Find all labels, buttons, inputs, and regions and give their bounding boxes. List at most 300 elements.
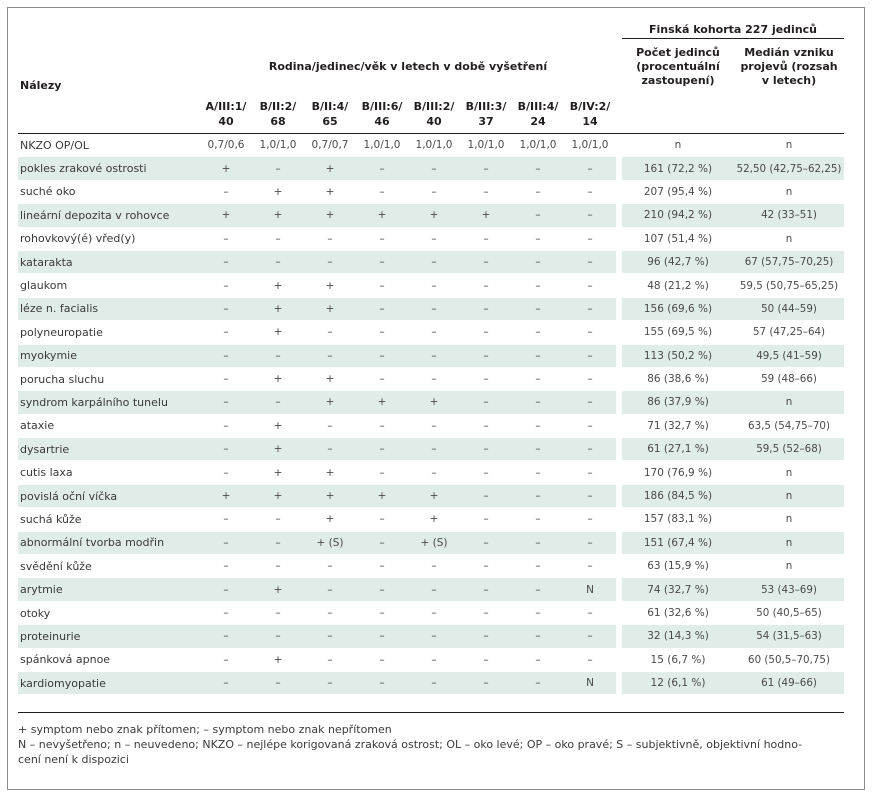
patient-value-cell: – [587,373,593,386]
patient-value-cell: + [325,185,335,198]
patient-value-cell: – [252,391,304,414]
table-row [18,297,844,320]
patient-value-cell: – [431,466,437,479]
patient-value-cell: – [431,185,437,198]
patient-value-cell: 1,0/1,0 [415,139,453,152]
finding-label: spánková apnoe [20,653,111,667]
cohort-median-cell: n [785,560,793,573]
patient-column-header: B/III:6/ 46 [356,95,408,134]
patient-value-cell: + [356,484,408,507]
patient-value-cell: – [460,578,512,601]
table-row [18,274,844,297]
finding-label: léze n. facialis [18,297,200,320]
patient-value-cell: – [379,466,385,479]
cohort-median-cell: 57 (47,25–64) [752,326,826,339]
table-row [18,344,844,367]
patient-column-header: B/II:4/ 65 [304,95,356,134]
patient-value-cell: + [304,391,356,414]
cohort-median-cell: 59,5 (50,75–65,25) [739,279,839,292]
cohort-median-cell: n [785,513,793,526]
patient-column-header: B/III:2/ 40 [408,95,460,134]
patient-value-cell: – [587,653,593,666]
patient-value-cell: + (S) [408,531,460,554]
table-row [18,648,844,671]
finding-label: lineární depozita v rohovce [18,204,200,227]
patient-value-cell: – [304,625,356,648]
patient-value-cell: – [304,344,356,367]
patient-value-cell: – [460,250,512,273]
patient-value-cell: – [483,607,489,619]
table-row [18,367,844,390]
patient-value-cell: – [564,157,616,180]
patient-value-cell: – [200,578,252,601]
finding-label: cutis laxa [20,466,73,480]
patient-value-cell: 0,7/0,6 [207,139,245,152]
cohort-median-cell: 63,5 (54,75–70) [748,419,830,432]
table-row [18,321,844,344]
patient-value-cell: – [200,625,252,648]
patient-value-cell: – [223,653,229,666]
patient-value-cell: + [325,279,335,292]
table-row [18,578,844,601]
patient-value-cell: – [564,391,616,414]
patient-value-cell: + [460,204,512,227]
cohort-median-cell: n [734,391,844,414]
patient-value-cell: – [356,625,408,648]
cohort-count-cell: 210 (94,2 %) [622,204,734,227]
table-row [18,555,844,578]
patient-value-cell: – [512,438,564,461]
patient-value-cell: – [379,373,385,386]
patient-value-cell: – [512,484,564,507]
patient-value-cell: – [304,578,356,601]
patient-value-cell: 1,0/1,0 [259,139,297,152]
table-row [18,134,844,157]
patient-value-cell: – [564,250,616,273]
finding-label: polyneuropatie [20,325,103,339]
table-row [18,484,844,507]
patient-value-cell: – [431,560,437,573]
cohort-count-cell: 157 (83,1 %) [643,513,713,526]
cohort-count-cell: 155 (69,5 %) [643,326,713,339]
patient-value-cell: – [564,531,616,554]
patient-value-cell: – [512,204,564,227]
finding-label: svědění kůže [20,559,92,573]
patient-value-cell: – [356,578,408,601]
patient-value-cell: – [483,513,489,526]
patient-value-cell: – [252,157,304,180]
patient-value-cell: + [325,373,335,386]
patient-value-cell: 1,0/1,0 [519,139,557,152]
header-spacer [200,18,616,39]
table-row [18,671,844,694]
patient-value-cell: + [325,513,335,526]
table-row [18,438,844,461]
patient-value-cell: N [564,578,616,601]
patient-column-header: B/IV:2/ 14 [564,95,616,134]
cohort-median-cell: n [785,466,793,479]
patient-value-cell: + [273,373,283,386]
finding-label: NKZO OP/OL [20,138,89,152]
patient-value-cell: – [587,279,593,292]
patient-value-cell: – [379,232,385,245]
patient-value-cell: – [379,653,385,666]
cohort-count-cell: 74 (32,7 %) [622,578,734,601]
patient-value-cell: – [483,232,489,245]
patient-value-cell: – [252,250,304,273]
patient-value-cell: + [273,185,283,198]
patient-value-cell: + [252,204,304,227]
patient-value-cell: – [223,373,229,386]
patient-value-cell: – [275,513,281,526]
finding-label: arytmie [18,578,200,601]
patient-value-cell: – [564,484,616,507]
cohort-count-cell: 61 (27,1 %) [622,438,734,461]
patient-value-cell: – [356,157,408,180]
patient-value-cell: – [512,250,564,273]
patient-value-cell: – [223,513,229,526]
table-row [18,461,844,484]
patient-value-cell: 1,0/1,0 [363,139,401,152]
patient-value-cell: – [304,250,356,273]
patient-value-cell: – [587,560,593,573]
patient-column-header: B/II:2/ 68 [252,95,304,134]
patient-value-cell: – [223,607,229,619]
patient-value-cell: – [408,438,460,461]
patient-value-cell: – [379,513,385,526]
patient-value-cell: – [200,250,252,273]
patient-value-cell: – [564,625,616,648]
patient-value-cell: – [431,419,437,432]
patient-value-cell: – [200,297,252,320]
patient-value-cell: 1,0/1,0 [467,139,505,152]
cohort-count-cell: 12 (6,1 %) [622,671,734,694]
patient-value-cell: – [327,653,333,666]
patient-value-cell: – [327,419,333,432]
patient-value-cell: – [460,625,512,648]
patient-value-cell: – [535,419,541,432]
cohort-header: Finská kohorta 227 jedinců [622,18,844,39]
patient-value-cell: – [431,607,437,619]
patient-value-cell: – [535,279,541,292]
finding-label: glaukom [20,279,68,293]
cohort-median-cell: 60 (50,5–70,75) [748,653,830,666]
median-subheader-blank [734,95,844,134]
patient-value-cell: – [512,344,564,367]
patient-value-cell: + [273,466,283,479]
cohort-count-cell: 170 (76,9 %) [643,466,713,479]
patient-value-cell: + [273,279,283,292]
patient-value-cell: – [408,344,460,367]
patient-value-cell: – [356,438,408,461]
patient-value-cell: – [483,560,489,573]
patient-value-cell: – [200,438,252,461]
patient-value-cell: – [535,466,541,479]
patient-value-cell: + [273,326,283,339]
patient-value-cell: 0,7/0,7 [311,139,349,152]
cohort-median-cell: 59,5 (52–68) [734,438,844,461]
cohort-median-cell: 50 (40,5–65) [756,607,822,619]
cohort-count-cell: 151 (67,4 %) [622,531,734,554]
patient-value-cell: – [483,326,489,339]
patient-value-cell: – [431,232,437,245]
patient-value-cell: – [587,607,593,619]
patient-value-cell: + (S) [304,531,356,554]
cohort-median-cell: 50 (44–59) [734,297,844,320]
patient-value-cell: + [252,484,304,507]
patient-value-cell: – [379,185,385,198]
patient-value-cell: – [483,653,489,666]
patient-value-cell: – [304,438,356,461]
finding-label: kardiomyopatie [18,671,200,694]
patient-value-cell: – [587,513,593,526]
patient-value-cell: + [408,204,460,227]
cohort-count-cell: 207 (95,4 %) [643,185,713,198]
patient-value-cell: – [223,560,229,573]
patient-value-cell: – [535,560,541,573]
patient-value-cell: – [356,531,408,554]
patient-value-cell: – [535,373,541,386]
finding-label: syndrom karpálního tunelu [18,391,200,414]
patient-value-cell: – [327,607,333,619]
cohort-count-cell: 107 (51,4 %) [643,232,713,245]
patient-value-cell: – [564,204,616,227]
finding-label: otoky [20,606,51,620]
findings-header: Nálezy [18,39,200,134]
patient-value-cell: – [275,232,281,245]
table-row [18,180,844,203]
patient-value-cell: – [379,607,385,619]
patient-value-cell: + [304,297,356,320]
patient-value-cell: – [512,531,564,554]
patient-value-cell: + [252,297,304,320]
patient-value-cell: – [587,232,593,245]
cohort-count-cell: 113 (50,2 %) [622,344,734,367]
patient-value-cell: – [460,531,512,554]
table-row [18,157,844,180]
patient-value-cell: – [535,232,541,245]
cohort-median-cell: n [785,139,793,152]
patient-value-cell: – [252,625,304,648]
patient-value-cell: – [223,466,229,479]
patient-value-cell: – [564,344,616,367]
finding-label: myokymie [18,344,200,367]
cohort-count-cell: 161 (72,2 %) [622,157,734,180]
patient-value-cell: – [223,232,229,245]
patient-value-cell: – [431,279,437,292]
patient-value-cell: – [535,653,541,666]
table-row [18,414,844,437]
cohort-count-cell: n [674,139,682,152]
patient-value-cell: + [200,204,252,227]
patient-value-cell: – [408,157,460,180]
patient-value-cell: + [304,157,356,180]
table-row [18,508,844,531]
patient-value-cell: – [512,157,564,180]
patient-value-cell: – [275,607,281,619]
patient-value-cell: – [408,671,460,694]
patient-value-cell: – [535,185,541,198]
patient-value-cell: – [512,297,564,320]
finding-label: proteinurie [18,625,200,648]
cohort-count-cell: 156 (69,6 %) [622,297,734,320]
patient-value-cell: + [408,484,460,507]
patient-value-cell: + [252,438,304,461]
cohort-median-cell: 54 (31,5–63) [734,625,844,648]
cohort-median-cell: 61 (49–66) [734,671,844,694]
finding-label: ataxie [20,419,55,433]
patient-value-cell: – [223,326,229,339]
cohort-count-cell: 63 (15,9 %) [647,560,709,573]
patient-value-cell: – [535,513,541,526]
finding-label: povislá oční víčka [18,484,200,507]
patient-value-cell: – [200,391,252,414]
patient-column-header: B/III:3/ 37 [460,95,512,134]
finding-label: porucha sluchu [20,372,105,386]
patient-value-cell: – [512,391,564,414]
patient-value-cell: – [327,326,333,339]
table-row [18,531,844,554]
table-row [18,227,844,250]
finding-label: dysartrie [18,438,200,461]
cohort-count-cell: 96 (42,7 %) [622,250,734,273]
patient-value-cell: – [512,671,564,694]
cohort-median-cell: n [734,531,844,554]
patient-value-cell: – [252,531,304,554]
patient-value-cell: – [483,419,489,432]
cohort-count-cell: 86 (38,6 %) [647,373,709,386]
finding-label: abnormální tvorba modřin [18,531,200,554]
finding-label: suché oko [20,185,76,199]
patient-value-cell: – [512,625,564,648]
patient-value-cell: + [252,578,304,601]
notes-line: N – nevyšetřeno; n – neuvedeno; NKZO – nejlépe korigovaná zraková ostrost; OL – oko levé; OP – oko pravé; S – subjektivně, objektivní hodno- [18,738,803,751]
notes-divider [18,712,844,713]
patient-value-cell: – [200,344,252,367]
patient-value-cell: – [587,185,593,198]
patient-value-cell: – [460,438,512,461]
patient-value-cell: + [325,466,335,479]
notes-line: + symptom nebo znak přítomen; – symptom nebo znak nepřítomen [18,723,392,736]
notes-line: cení není k dispozici [18,753,129,766]
finding-label: rohovkový(é) vřed(y) [20,232,136,246]
cohort-count-cell: 186 (84,5 %) [622,484,734,507]
patient-value-cell: – [535,607,541,619]
patient-value-cell: – [431,326,437,339]
table-row [18,625,844,648]
findings-table [18,18,844,695]
patient-value-cell: – [223,279,229,292]
patient-column-header: B/III:4/ 24 [512,95,564,134]
patient-value-cell: – [460,344,512,367]
cohort-median-cell: 67 (57,75–70,25) [734,250,844,273]
patient-value-cell: + [356,391,408,414]
patient-value-cell: – [587,326,593,339]
patient-value-cell: – [223,185,229,198]
cohort-median-cell: 42 (33–51) [734,204,844,227]
patient-value-cell: – [356,297,408,320]
patient-value-cell: – [327,232,333,245]
finding-label: katarakta [18,250,200,273]
patient-value-cell: N [564,671,616,694]
patient-value-cell: – [356,344,408,367]
patient-value-cell: – [379,326,385,339]
finding-label: pokles zrakové ostrosti [18,157,200,180]
cohort-count-cell: 61 (32,6 %) [647,607,709,619]
family-group-header: Rodina/jedinec/věk v letech v době vyšetření [268,60,548,74]
patient-value-cell: – [200,531,252,554]
patient-value-cell: + [429,513,439,526]
patient-value-cell: – [327,560,333,573]
patient-value-cell: – [483,279,489,292]
patient-value-cell: – [275,560,281,573]
patient-value-cell: – [356,250,408,273]
cohort-count-cell: 71 (32,7 %) [647,419,709,432]
patient-value-cell: – [223,419,229,432]
patient-value-cell: – [587,419,593,432]
patient-value-cell: – [460,391,512,414]
patient-value-cell: – [379,419,385,432]
cohort-median-cell: 53 (43–69) [734,578,844,601]
patient-value-cell: + [200,157,252,180]
patient-value-cell: – [512,578,564,601]
count-column-header: Počet jedinců (procentuální zastoupení) [636,46,720,87]
finding-label: suchá kůže [20,512,82,526]
cohort-count-cell: 86 (37,9 %) [622,391,734,414]
patient-value-cell: – [356,671,408,694]
table-row [18,391,844,414]
median-column-header: Medián vzniku projevů (rozsah v letech) [740,46,838,87]
cohort-median-cell: 59 (48–66) [761,373,817,386]
cohort-median-cell: n [734,484,844,507]
patient-value-cell: + [304,484,356,507]
cohort-count-cell: 48 (21,2 %) [647,279,709,292]
table-row [18,601,844,624]
table-row [18,250,844,273]
cohort-median-cell: n [785,232,793,245]
patient-value-cell: – [408,578,460,601]
patient-value-cell: – [460,671,512,694]
cohort-count-cell: 32 (14,3 %) [622,625,734,648]
cohort-median-cell: 52,50 (42,75–62,25) [734,157,844,180]
patient-value-cell: – [408,250,460,273]
patient-value-cell: – [564,438,616,461]
cohort-median-cell: 49,5 (41–59) [734,344,844,367]
patient-value-cell: – [304,671,356,694]
patient-value-cell: 1,0/1,0 [571,139,609,152]
patient-value-cell: – [564,297,616,320]
patient-value-cell: – [587,466,593,479]
patient-value-cell: + [408,391,460,414]
patient-value-cell: – [483,466,489,479]
patient-value-cell: – [483,185,489,198]
header-spacer [18,18,200,39]
patient-value-cell: – [535,326,541,339]
patient-value-cell: – [200,671,252,694]
cohort-median-cell: n [785,185,793,198]
patient-value-cell: – [431,653,437,666]
patient-value-cell: – [460,157,512,180]
patient-value-cell: + [356,204,408,227]
table-notes [18,722,844,767]
patient-value-cell: + [200,484,252,507]
patient-value-cell: + [273,653,283,666]
patient-value-cell: – [408,297,460,320]
patient-value-cell: – [460,484,512,507]
patient-value-cell: – [252,671,304,694]
patient-column-header: A/III:1/ 40 [200,95,252,134]
patient-value-cell: – [379,279,385,292]
